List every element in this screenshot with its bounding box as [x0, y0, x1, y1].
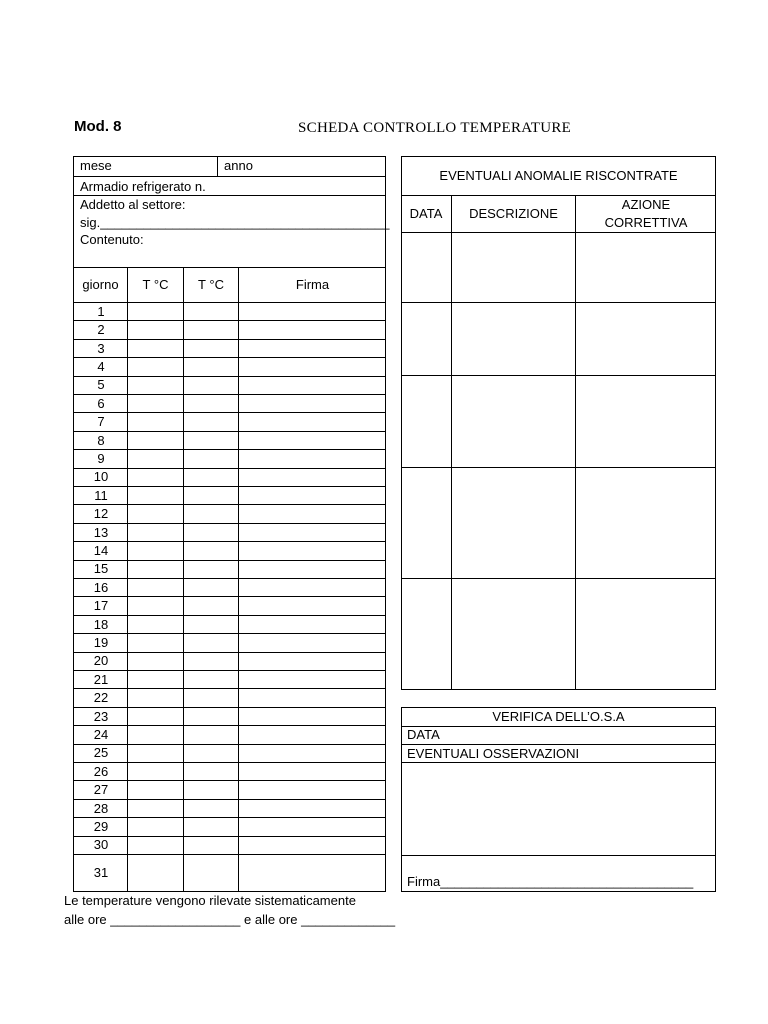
anomalie-col-azione: AZIONE	[621, 197, 671, 212]
day-number: 3	[97, 340, 105, 356]
divider	[401, 726, 716, 727]
anomalie-row-divider	[401, 302, 716, 303]
anomalie-row-divider	[401, 467, 716, 468]
col-divider	[575, 195, 576, 690]
day-number: 25	[93, 745, 109, 761]
anomalie-col-descrizione: DESCRIZIONE	[469, 206, 558, 221]
day-number: 7	[97, 414, 105, 430]
divider	[401, 762, 716, 763]
firma-field[interactable]: Firma___________________________________	[407, 874, 694, 889]
divider	[217, 156, 218, 177]
day-number: 29	[93, 818, 109, 834]
day-number: 26	[93, 763, 109, 779]
day-number: 18	[93, 616, 109, 632]
day-number: 22	[93, 690, 109, 706]
day-number: 11	[94, 487, 108, 503]
verifica-box	[401, 707, 716, 892]
divider	[73, 176, 386, 177]
mese-label: mese	[80, 158, 112, 173]
sig-field[interactable]: sig.________________________________________	[80, 215, 390, 230]
day-number: 28	[93, 800, 109, 816]
day-number: 16	[93, 579, 109, 595]
anno-label: anno	[224, 158, 253, 173]
osservazioni-label: EVENTUALI OSSERVAZIONI	[407, 746, 580, 761]
armadio-label: Armadio refrigerato n.	[80, 179, 206, 194]
divider	[73, 195, 386, 196]
row-divider	[73, 854, 386, 855]
day-number: 9	[97, 450, 105, 466]
day-number: 19	[93, 634, 109, 650]
day-number: 1	[97, 303, 105, 319]
col-divider	[451, 195, 452, 690]
col-header-giorno: giorno	[82, 277, 119, 292]
addetto-label: Addetto al settore:	[80, 197, 186, 212]
verifica-data-label: DATA	[407, 727, 440, 742]
day-number: 8	[97, 432, 105, 448]
footer-line-2[interactable]: alle ore __________________ e alle ore _____________	[64, 912, 396, 927]
day-number: 13	[93, 524, 109, 540]
verifica-title: VERIFICA DELL’O.S.A	[492, 709, 625, 724]
anomalie-table	[401, 156, 716, 690]
page-title: SCHEDA CONTROLLO TEMPERATURE	[298, 120, 572, 136]
day-number: 20	[93, 653, 109, 669]
day-number: 10	[93, 469, 109, 485]
col-header-temp-1: T °C	[142, 277, 169, 292]
divider	[401, 744, 716, 745]
footer-line-1: Le temperature vengono rilevate sistematicamente	[64, 893, 356, 908]
day-number: 27	[93, 782, 109, 798]
anomalie-col-data: DATA	[409, 206, 443, 221]
day-number: 24	[93, 726, 109, 742]
day-number: 30	[93, 837, 109, 853]
day-number: 21	[93, 671, 109, 687]
day-number: 12	[93, 506, 109, 522]
anomalie-col-correttiva: CORRETTIVA	[604, 215, 688, 230]
form-code: Mod. 8	[74, 118, 122, 135]
col-header-firma: Firma	[295, 277, 330, 292]
col-header-temp-2: T °C	[198, 277, 224, 292]
day-number: 5	[97, 377, 105, 393]
anomalie-title: EVENTUALI ANOMALIE RISCONTRATE	[439, 168, 678, 183]
day-number: 14	[93, 542, 109, 558]
contenuto-label: Contenuto:	[80, 232, 144, 247]
day-number: 6	[97, 395, 105, 411]
day-number: 15	[93, 561, 109, 577]
day-number: 17	[93, 598, 109, 614]
anomalie-row-divider	[401, 578, 716, 579]
divider	[401, 195, 716, 196]
divider	[401, 232, 716, 233]
day-number: 2	[97, 322, 105, 338]
anomalie-row-divider	[401, 375, 716, 376]
day-number: 23	[93, 708, 109, 724]
day-number: 4	[97, 358, 105, 374]
day-number: 31	[93, 864, 109, 880]
divider	[401, 855, 716, 856]
